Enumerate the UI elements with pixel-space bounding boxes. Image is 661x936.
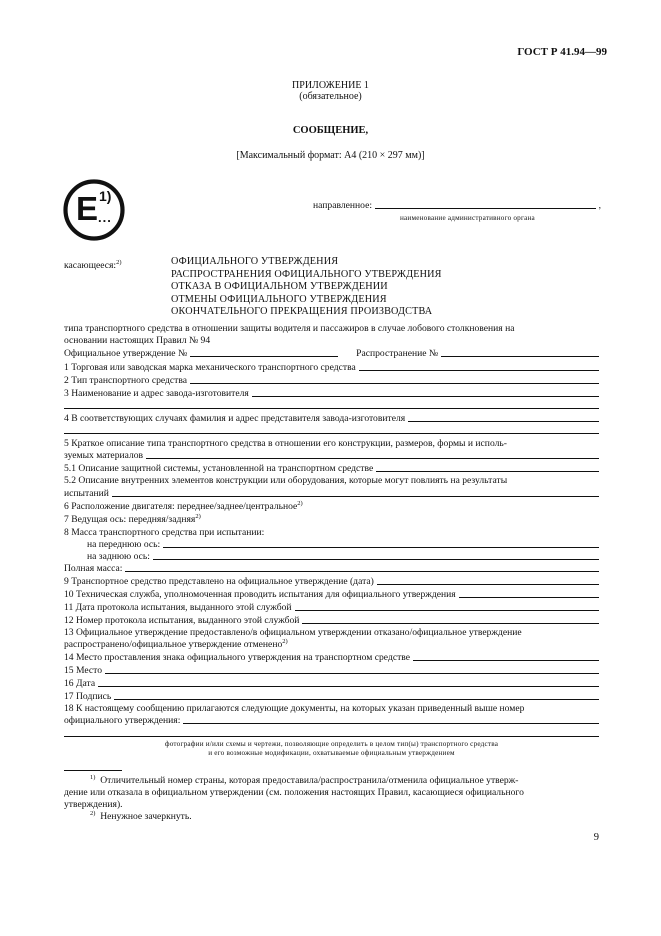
approval-no-label: Официальное утверждение № <box>64 348 188 359</box>
emblem-sup: 1) <box>99 188 112 204</box>
field-11-label: 11 Дата протокола испытания, выданного этой службой <box>64 602 292 613</box>
sent-to-caption: наименование административного органа <box>400 214 535 222</box>
field-5-1 <box>64 463 599 474</box>
field-5-2-label: 5.2 Описание внутренних элементов конструкции или оборудования, которые могут повлиять на результаты <box>64 475 508 486</box>
field-4-label: 4 В соответствующих случаях фамилия и адрес представителя завода-изготовителя <box>64 413 406 424</box>
field-5-2 <box>64 488 599 499</box>
sent-to-row: направленное: , <box>313 200 601 211</box>
field-17 <box>64 691 599 702</box>
field-15-label: 15 Место <box>64 665 103 676</box>
emblem-dots: ... <box>98 210 112 225</box>
field-8-total <box>64 563 599 574</box>
field-9 <box>64 576 599 587</box>
field-1 <box>64 362 599 373</box>
field-13: распространено/официальное утверждение отменено$^{2)}$ <box>64 637 288 650</box>
field-5-1-input[interactable] <box>376 464 599 472</box>
field-4 <box>64 413 599 424</box>
attachments-caption-1: фотографии и/или схемы и чертежи, позволяющие определить в целом тип(ы) транспортного средства <box>164 740 499 748</box>
field-2 <box>64 375 599 386</box>
field-8-total-label: Полная масса: <box>64 563 123 574</box>
field-13-label: 13 Официальное утверждение предоставлено/в официальном утверждении отказано/официальное утверждение <box>64 627 522 638</box>
field-14-label: 14 Место проставления знака официального утверждения на транспортном средстве <box>64 652 411 663</box>
field-1-label: 1 Торговая или заводская марка механического транспортного средства <box>64 362 356 373</box>
field-5-label-2: зуемых материалов <box>64 450 144 461</box>
footnote-1: $^{1)}$ Отличительный номер страны, которая предоставила/распространила/отменила официальное утверж- дение или отказала в официальном утверждении (см. положения настоящих Правил, касающиеся официального утверждения). <box>64 773 524 810</box>
approval-no-field[interactable] <box>190 349 338 357</box>
extension-no-label: Распространение № <box>356 348 439 359</box>
field-16-input[interactable] <box>98 679 599 687</box>
field-2-label: 2 Тип транспортного средства <box>64 375 188 386</box>
regarding-label: касающееся:$^{2)}$ <box>64 258 122 271</box>
field-17-label: 17 Подпись <box>64 691 112 702</box>
field-5-2-input[interactable] <box>112 489 599 497</box>
field-1-input[interactable] <box>359 363 599 371</box>
sent-to-label: направленное: <box>313 200 373 211</box>
regarding-option[interactable]: РАСПРОСТРАНЕНИЯ ОФИЦИАЛЬНОГО УТВЕРЖДЕНИЯ <box>171 268 442 280</box>
field-8-rear-input[interactable] <box>153 552 599 560</box>
field-8-front-label: на переднюю ось: <box>87 539 161 550</box>
regarding-option[interactable]: ОТКАЗА В ОФИЦИАЛЬНОМ УТВЕРЖДЕНИИ <box>171 281 388 293</box>
field-3-label: 3 Наименование и адрес завода-изготовителя <box>64 388 249 399</box>
document-code: ГОСТ Р 41.94—99 <box>517 46 607 58</box>
footnote-separator <box>64 770 122 771</box>
field-18-label: 18 К настоящему сообщению прилагаются следующие документы, на которых указан приведенный выше номер <box>64 703 525 714</box>
field-12-label: 12 Номер протокола испытания, выданного этой службой <box>64 615 300 626</box>
field-5-label: 5 Краткое описание типа транспортного средства в отношении его конструкции, размеров, формы и исполь- <box>64 438 507 449</box>
field-3-input[interactable] <box>252 389 599 397</box>
field-5 <box>64 450 599 461</box>
field-9-label: 9 Транспортное средство представлено на официальное утверждение (дата) <box>64 576 374 587</box>
field-9-input[interactable] <box>377 577 599 585</box>
field-5-1-label: 5.1 Описание защитной системы, установленной на транспортном средстве <box>64 463 374 474</box>
field-2-input[interactable] <box>190 376 599 384</box>
regarding-option[interactable]: ОФИЦИАЛЬНОГО УТВЕРЖДЕНИЯ <box>171 256 339 267</box>
field-12-input[interactable] <box>302 616 599 624</box>
field-8-front-input[interactable] <box>163 540 599 548</box>
attachments-caption-2: и его возможные модификации, охватываемые официальным утверждением <box>208 749 455 757</box>
field-7: 7 Ведущая ось: передняя/задняя$^{2)}$ <box>64 512 201 525</box>
regarding-option[interactable]: ОТМЕНЫ ОФИЦИАЛЬНОГО УТВЕРЖДЕНИЯ <box>171 293 387 305</box>
field-8-total-input[interactable] <box>125 564 599 572</box>
sent-to-field[interactable] <box>375 201 596 209</box>
field-4-extra-line[interactable] <box>64 433 599 434</box>
page-number: 9 <box>593 832 599 843</box>
field-18-extra-line[interactable] <box>64 736 599 737</box>
intro-line-2: основании настоящих Правил № 94 <box>64 335 211 346</box>
field-11 <box>64 602 599 613</box>
approval-emblem <box>62 178 126 242</box>
field-3 <box>64 388 599 399</box>
regarding-options <box>171 256 442 319</box>
field-8-label: 8 Масса транспортного средства при испытании: <box>64 527 265 538</box>
emblem-letter: E <box>76 190 99 227</box>
field-16 <box>64 678 599 689</box>
annex-title: ПРИЛОЖЕНИЕ 1 <box>292 80 369 91</box>
field-18-input[interactable] <box>183 716 599 724</box>
regarding-option[interactable]: ОКОНЧАТЕЛЬНОГО ПРЕКРАЩЕНИЯ ПРОИЗВОДСТВА <box>171 306 433 318</box>
field-8-rear <box>87 551 599 562</box>
field-18-label-2: официального утверждения: <box>64 715 181 726</box>
message-title: СООБЩЕНИЕ, <box>292 125 369 136</box>
field-10 <box>64 589 599 600</box>
intro-line-1: типа транспортного средства в отношении защиты водителя и пассажиров в случае лобового столкновения на <box>64 323 515 334</box>
field-15 <box>64 665 599 676</box>
field-5-2-label-2: испытаний <box>64 488 109 499</box>
field-14 <box>64 652 599 663</box>
footnote-2: $^{2)}$ Ненужное зачеркнуть. <box>90 809 192 822</box>
field-3-extra-line[interactable] <box>64 408 599 409</box>
field-11-input[interactable] <box>295 603 599 611</box>
field-15-input[interactable] <box>105 666 599 674</box>
field-8-rear-label: на заднюю ось: <box>87 551 150 562</box>
field-10-label: 10 Техническая служба, уполномоченная проводить испытания для официального утверждения <box>64 589 456 600</box>
field-12 <box>64 615 599 626</box>
field-10-input[interactable] <box>459 590 599 598</box>
field-14-input[interactable] <box>413 653 599 661</box>
field-5-input[interactable] <box>146 451 599 459</box>
field-18 <box>64 715 599 726</box>
field-8-front <box>87 539 599 550</box>
annex-subtitle: (обязательное) <box>299 91 362 102</box>
field-4-input[interactable] <box>408 414 599 422</box>
format-note: [Максимальный формат: А4 (210 × 297 мм)] <box>236 150 425 161</box>
approval-number-row <box>64 348 599 359</box>
field-6: 6 Расположение двигателя: переднее/заднее/центральное$^{2)}$ <box>64 499 303 512</box>
extension-no-field[interactable] <box>441 349 599 357</box>
field-17-input[interactable] <box>114 692 599 700</box>
field-16-label: 16 Дата <box>64 678 96 689</box>
